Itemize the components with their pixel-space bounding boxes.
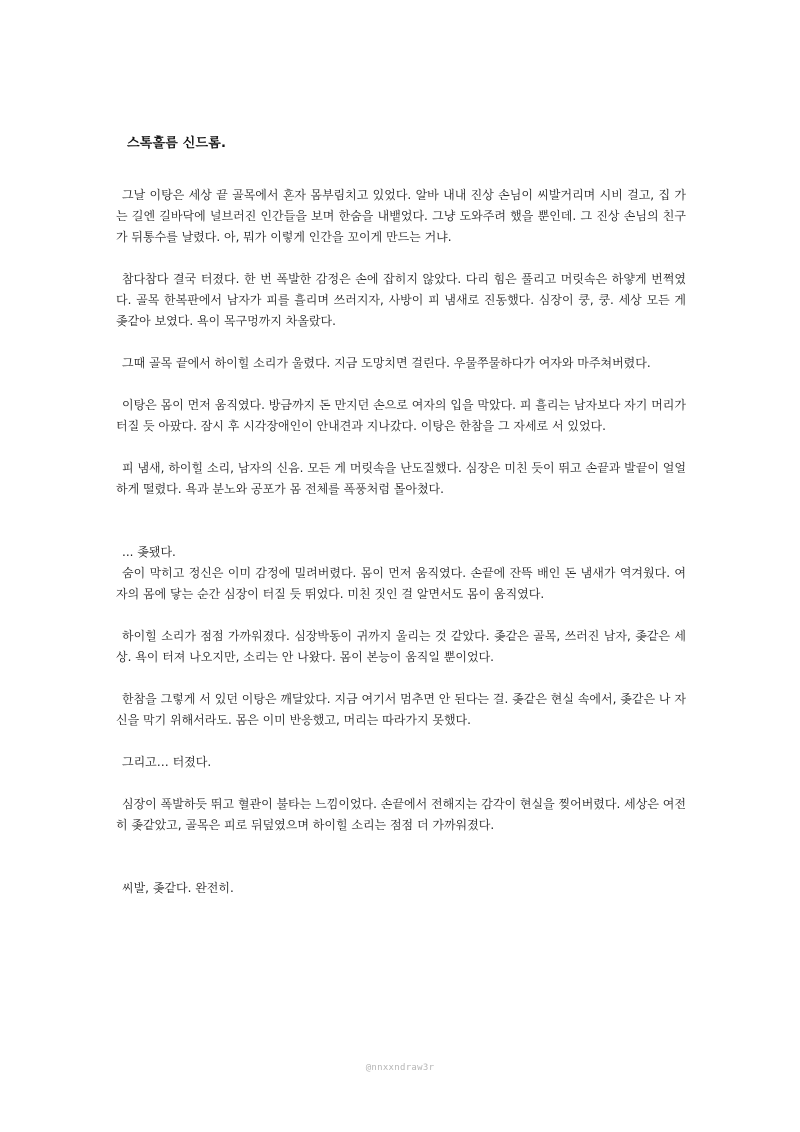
watermark: @nnxxndraw3r <box>365 1063 435 1073</box>
paragraph: 숨이 막히고 정신은 이미 감정에 밀려버렸다. 몸이 먼저 움직였다. 손끝에 잔뜩 배인 돈 냄새가 역겨웠다. 여자의 몸에 닿는 순간 심장이 터질 듯 뛰었다. 미친 짓인 걸 알면서도 몸이 움직였다. <box>116 566 686 601</box>
document-body <box>116 185 686 899</box>
paragraph: 참다참다 결국 터졌다. 한 번 폭발한 감정은 손에 잡히지 않았다. 다리 힘은 풀리고 머릿속은 하얗게 번쩍였다. 골목 한복판에서 남자가 피를 흘리며 쓰러지자, 사방이 피 냄새로 진동했다. 심장이 쿵, 쿵. 세상 모든 게 좆같아 보였다. 욕이 목구멍까지 차올랐다. <box>116 272 686 328</box>
paragraph: 하이힐 소리가 점점 가까워졌다. 심장박동이 귀까지 울리는 것 같았다. 좆같은 골목, 쓰러진 남자, 좆같은 세상. 욕이 터져 나오지만, 소리는 안 나왔다. 몸이 본능이 움직일 뿐이었다. <box>116 629 686 664</box>
paragraph: 심장이 폭발하듯 뛰고 혈관이 불타는 느낌이었다. 손끝에서 전해지는 감각이 현실을 찢어버렸다. 세상은 여전히 좆같았고, 골목은 피로 뒤덮였으며 하이힐 소리는 점점 더 가까워졌다. <box>116 797 686 832</box>
paragraph: 그날 이탕은 세상 끝 골목에서 혼자 몸부림치고 있었다. 알바 내내 진상 손님이 씨발거리며 시비 걸고, 집 가는 길엔 길바닥에 널브러진 인간들을 보며 한숨을 내뱉었다. 그냥 도와주려 했을 뿐인데. 그 진상 손님의 친구가 뒤통수를 날렸다. 아, 뭐가 이렇게 인간을 꼬이게 만드는 거냐. <box>116 188 686 244</box>
paragraph: 피 냄새, 하이힐 소리, 남자의 신음. 모든 게 머릿속을 난도질했다. 심장은 미친 듯이 뛰고 손끝과 발끝이 얼얼하게 떨렸다. 욕과 분노와 공포가 몸 전체를 폭풍처럼 몰아쳤다. <box>116 461 686 496</box>
paragraph: 씨발, 좆같다. 완전히. <box>122 881 234 895</box>
paragraph: ... 좆됐다. <box>122 545 176 559</box>
paragraph: 이탕은 몸이 먼저 움직였다. 방금까지 돈 만지던 손으로 여자의 입을 막았다. 피 흘리는 남자보다 자기 머리가 터질 듯 아팠다. 잠시 후 시각장애인이 안내견과 지나갔다. 이탕은 한참을 그 자세로 서 있었다. <box>116 398 686 433</box>
document-title: 스톡홀름 신드롬. <box>127 136 227 151</box>
paragraph: 그때 골목 끝에서 하이힐 소리가 울렸다. 지금 도망치면 걸린다. 우물쭈물하다가 여자와 마주쳐버렸다. <box>122 356 651 370</box>
paragraph: 한참을 그렇게 서 있던 이탕은 깨달았다. 지금 여기서 멈추면 안 된다는 걸. 좆같은 현실 속에서, 좆같은 나 자신을 막기 위해서라도. 몸은 이미 반응했고, 머리는 따라가지 못했다. <box>116 692 686 727</box>
paragraph: 그리고… 터졌다. <box>122 755 212 769</box>
